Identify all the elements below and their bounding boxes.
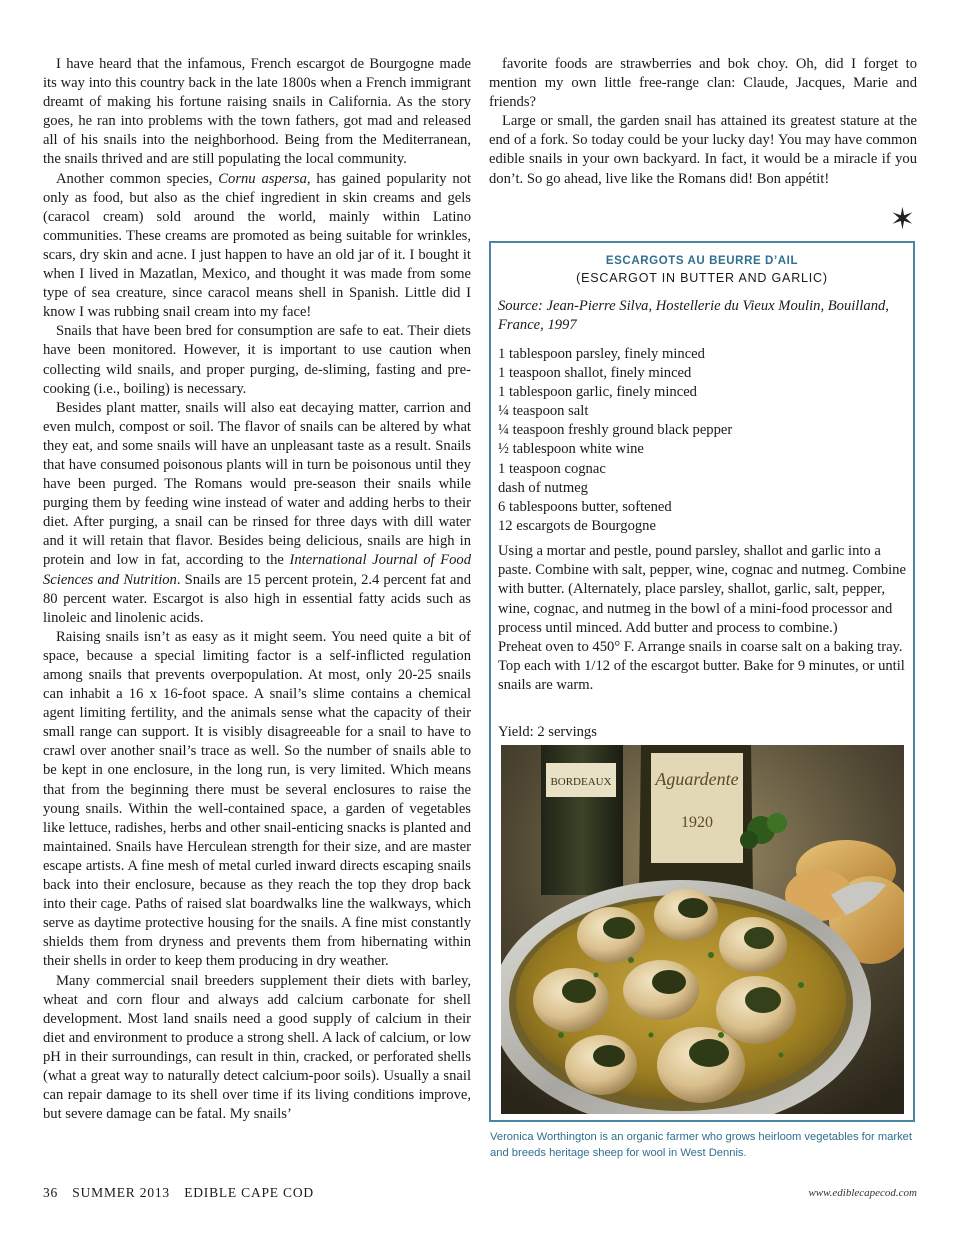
ingredient-item: ¼ teaspoon freshly ground black pepper <box>498 422 733 439</box>
article-paragraph: Large or small, the garden snail has attained its greatest stature at the end of a fork. So today could be your lucky day! You may have common edible snails in your own backyard. In fact, it would be a miracle if you don’t. So go ahead, live like the Romans did! Bon appétit! <box>489 113 917 187</box>
article-paragraph: favorite foods are strawberries and bok choy. Oh, did I forget to mention my own little free-range clan: Claude, Jacques, Marie and friends? <box>489 56 917 111</box>
bottle-label-right: Aguardente <box>655 769 739 789</box>
ingredient-item: 12 escargots de Bourgogne <box>498 517 656 534</box>
ingredient-item: ¼ teaspoon salt <box>498 403 589 420</box>
bottle-label-year: 1920 <box>681 814 713 831</box>
ingredient-item: 1 teaspoon cognac <box>498 460 606 477</box>
wine-bottle-right <box>639 745 753 895</box>
directions-step: Using a mortar and pestle, pound parsley, shallot and garlic into a paste. Combine with salt, pepper, wine, cognac and nutmeg. Combine with butter. (Alternately, place parsley, shallot, garlic, salt, pepper, wine, cognac, and nutmeg in the bowl of a mini-food processor and process until minced. Add butter and process to combine.) <box>498 543 906 636</box>
recipe-subtitle: (ESCARGOT IN BUTTER AND GARLIC) <box>576 271 828 285</box>
magazine-name: EDIBLE CAPE COD <box>184 1185 314 1200</box>
escargot-photo <box>501 745 904 1114</box>
directions-step: Preheat oven to 450° F. Arrange snails in coarse salt on a baking tray. Top each with 1/12 of the escargot butter. Bake for 9 minutes, or until snails are warm. <box>498 639 905 694</box>
ingredient-item: 1 tablespoon garlic, finely minced <box>498 384 697 401</box>
recipe-title: ESCARGOTS AU BEURRE D’AIL <box>605 255 799 267</box>
ingredient-item: 1 tablespoon parsley, finely minced <box>498 346 705 362</box>
page-number: 36 <box>43 1185 59 1200</box>
recipe-box <box>489 241 915 1122</box>
ingredient-item: 1 teaspoon shallot, finely minced <box>498 365 692 382</box>
recipe-yield: Yield: 2 servings <box>498 724 597 740</box>
ingredient-item: 6 tablespoons butter, softened <box>498 498 672 515</box>
article-paragraph: I have heard that the infamous, French escargot de Bourgogne made its way into this country back in the late 1800s when a French immigrant dreamt of making his fortune raising snails in California. As the story goes, he ran into problems with the town fathers, got mad and released all of his snails into the neighborhood. Being from the Mediterranean, the snails thrived and are still populating the local community. <box>43 56 471 168</box>
article-paragraph-cornu: Another common species, Cornu aspersa, has gained popularity not only as food, but also as the chief ingredient in skin creams and gels (caracol cream) sold around the world, mainly within Latino communities. These creams are promoted as being suitable for wrinkles, scars, dry skin and acne. I just happen to have an old jar of it. I bought it when I lived in Mazatlan, Mexico, and thought it was made from some type of sea creature, since caracol means shell in Spanish. Little did I know I was rubbing snail cream into my face! <box>43 170 472 321</box>
ingredient-list <box>498 345 908 536</box>
recipe-directions <box>498 542 908 696</box>
article-paragraph: Many commercial snail breeders supplement their diets with barley, wheat and corn flour and always add calcium carbonate for shell development. Most land snails need a good supply of calcium in their diet and environment to produce a strong shell. A lack of calcium, or low pH in their surroundings, can result in thin, cracked, or perforated shells (what a great way to naturally detect calcium-poor soils). Usually a snail can repair damage to its shell over time if its living conditions improve, but severe damage can be fatal. My snails’ <box>43 972 471 1123</box>
wine-bottle-left <box>541 745 623 895</box>
page-footer <box>43 1185 324 1201</box>
magazine-url: www.ediblecapecod.com <box>808 1187 917 1199</box>
recipe-source: Source: Jean-Pierre Silva, Hostellerie du Vieux Moulin, Bouilland, France, 1997 <box>498 298 889 334</box>
article-paragraph-journal: Besides plant matter, snails will also eat decaying matter, carrion and even mulch, compost or soil. The flavor of snails can be altered by what they eat, and some snails will have an unpleasant taste as a result. Snails that have consumed poisonous plants will in turn be poisonous until they have been purged. The Romans would pre-season their snails while purging them by feeding wine instead of water and adding herbs to their diet. After purging, a snail can be rinsed for three days with dill water and it will retain that flavor. Besides being delicious, snails are high in protein and low in fat, according to the International Journal of Food Sciences and Nutrition. Snails are 15 percent protein, 2.4 percent fat and 80 percent water. Escargot is also high in essential fatty acids such as linoleic and linolenic acids. <box>43 399 471 626</box>
article-right-column <box>489 55 917 237</box>
ingredient-item: ½ tablespoon white wine <box>498 441 644 458</box>
author-caption: Veronica Worthington is an organic farmer who grows heirloom vegetables for market and breeds heritage sheep for wool in West Dennis. <box>490 1131 913 1159</box>
article-left-column <box>43 55 471 1124</box>
issue-label: SUMMER 2013 <box>72 1185 170 1200</box>
article-paragraph: Raising snails isn’t as easy as it might seem. You need quite a bit of space, because a special limiting factor is a self-inflicted regulation among snails that prevents overpopulation. At most, only 20-25 snails can inhabit a 16 x 16-foot space. A snail’s slime contains a chemical agent limiting fertility, and the animals sense what the capacity of their small range can support. It is visibly disagreeable for a snail to have to crawl over another snail’s trace as well. So the number of snails able to be kept in one enclosure, in the long run, is very limited. Which means that from the beginning there must be several enclosures to raise the young snails. Within the well-contained space, a garden of vegetables like lettuce, radishes, herbs and other snail-enticing snacks is planted and maintained. Snails have Herculean strength for their size, and are master escape artists. A fine mesh of metal curled inward directs escaping snails back into their enclosure, because as they reach the top they drop back into their cage. Paths of raised slat boardwalks line the walkways, which serve as daytime protective housing for the snails. A fine mist constantly shields them from dryness and prevents them from hibernating within their shells in order to keep them producing in dry weather. <box>43 628 471 970</box>
article-paragraph: Snails that have been bred for consumption are safe to eat. Their diets have been monitored. However, it is important to use caution when collecting wild snails, and proper purging, de-sliming, fasting and pre-cooking (i.e., boiling) is necessary. <box>43 323 471 397</box>
ingredient-item: dash of nutmeg <box>498 479 588 496</box>
bottle-label-left: BORDEAUX <box>550 776 612 788</box>
end-star-icon: ✶ <box>889 202 915 237</box>
